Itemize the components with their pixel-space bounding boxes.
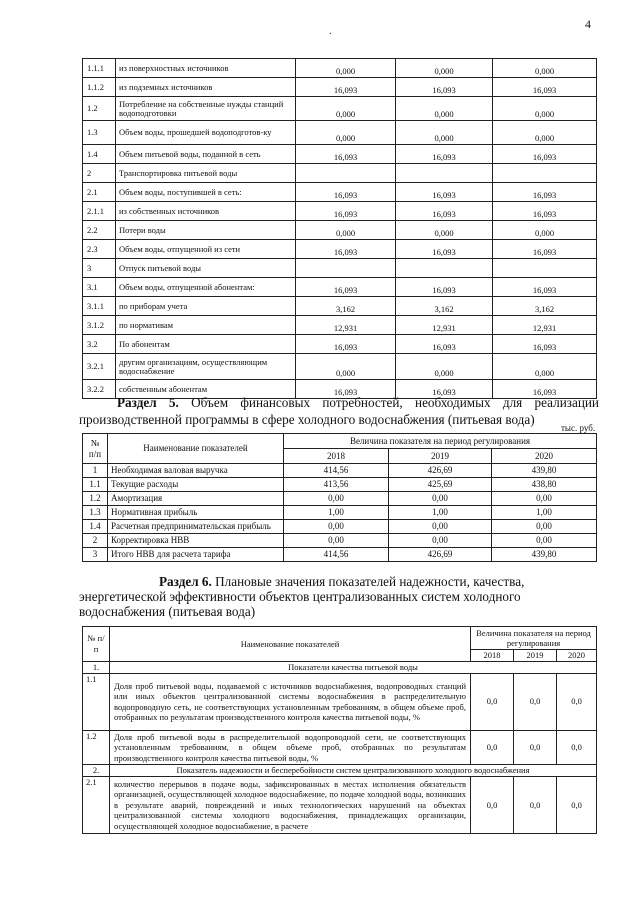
value-2019: 425,69 [389,478,492,492]
quality-indicators-table [82,626,597,834]
value-2018: 16,093 [296,78,396,97]
row-name: из собственных источников [116,202,296,221]
indicator-description: Доля проб питьевой воды в распределительной водопроводной сети, не соответствующих установленным требованиям, в общем объеме проб, отобранных по результатам производственного контроля качества питьевой воды, % [110,730,471,765]
row-number: 3.1.1 [83,297,116,316]
row-number: 1.1 [83,673,110,730]
table-row [83,506,597,520]
page-number: 4 [585,17,591,31]
row-name: из подземных источников [116,78,296,97]
value-2018: 0,00 [284,492,389,506]
row-name: Амортизация [108,492,284,506]
group-title: Показатель надежности и бесперебойности систем централизованного холодного водоснабжения [110,765,597,777]
row-name: Объем воды, поступившей в сеть: [116,183,296,202]
table-row [83,354,597,380]
value-2018: 1,00 [284,506,389,520]
value-2018: 0,000 [296,121,396,145]
row-name: из поверхностных источников [116,59,296,78]
value-2019: 0,000 [396,354,493,380]
value-2019: 0,000 [396,121,493,145]
value-2020: 0,000 [493,221,597,240]
row-name: Нормативная прибыль [108,506,284,520]
value-2020: 439,80 [492,464,597,478]
row-number: 3.2.2 [83,380,116,399]
table-row [83,297,597,316]
value-2018: 0,0 [471,777,514,834]
financial-needs-table [82,433,597,562]
water-volume-table [82,58,597,399]
value-2018: 16,093 [296,145,396,164]
value-2018: 0,000 [296,59,396,78]
group-title: Показатели качества питьевой воды [110,661,597,673]
row-name: По абонентам [116,335,296,354]
value-2020: 16,093 [493,145,597,164]
value-2020 [493,164,597,183]
column-header-year: 2019 [389,449,492,464]
row-number: 2.1 [83,777,110,834]
section6-title: Плановые значения показателей надежности, качества, энергетической эффективности объектов централизованных систем холодного водоснабжения (питьевая вода) [79,574,525,619]
value-2020: 0,000 [493,59,597,78]
table-row [83,464,597,478]
value-2019: 16,093 [396,183,493,202]
value-2020: 0,00 [492,520,597,534]
value-2020: 438,80 [492,478,597,492]
table-row [83,78,597,97]
table-header-row [83,434,597,449]
value-2019: 0,000 [396,97,493,121]
section6-heading [79,574,599,619]
group-number: 2. [83,765,110,777]
row-name: Расчетная предпринимательская прибыль [108,520,284,534]
value-2019: 16,093 [396,202,493,221]
table-row [83,202,597,221]
row-number: 1.3 [83,506,108,520]
value-2018: 16,093 [296,202,396,221]
table-row [83,240,597,259]
value-2019: 16,093 [396,335,493,354]
row-number: 3 [83,548,108,562]
value-2020: 0,000 [493,97,597,121]
value-2018 [296,259,396,278]
value-2019: 16,093 [396,78,493,97]
value-2018: 3,162 [296,297,396,316]
indicator-description: количество перерывов в подаче воды, зафиксированных в местах исполнения обязательств организацией, осуществляющей холодное водоснабжение, по подаче холодной воды, возникших в результате аварий, повреждений и иных технологических нарушений на объектах централизованной системы холодного водоснабжения, принадлежащих организации, осуществляющей холодное водоснабжение, в расчете [110,777,471,834]
section5-title: Объем финансовых потребностей, необходимых для реализации производственной программы в сфере холодного водоснабжения (питьевая вода) [79,395,599,427]
row-name: Объем питьевой воды, поданной в сеть [116,145,296,164]
value-2020: 0,000 [493,121,597,145]
column-header-no: № п/п [83,434,108,464]
table-row [83,121,597,145]
table-header-row [83,627,597,650]
table-row [83,520,597,534]
value-2018: 0,000 [296,221,396,240]
page-mark: . [329,26,332,37]
value-2019: 0,0 [514,730,557,765]
table-row [83,492,597,506]
value-2019: 0,000 [396,221,493,240]
value-2019 [396,259,493,278]
row-name: Потребление на собственные нужды станций водоподготовки [116,97,296,121]
value-2018: 0,00 [284,534,389,548]
value-2020: 0,0 [557,777,597,834]
value-2019: 0,00 [389,520,492,534]
column-header-year: 2019 [514,650,557,662]
row-number: 3.2 [83,335,116,354]
value-2020: 439,80 [492,548,597,562]
row-number: 1.4 [83,145,116,164]
value-2020: 0,0 [557,673,597,730]
indicator-description: Доля проб питьевой воды, подаваемой с источников водоснабжения, водопроводных станций или иных объектов централизованной системы водоснабжения в распределительную водопроводную сеть, не соответствующих установленным требованиям, в общем объеме проб, отобранных по результатам производственного контроля качества питьевой воды, % [110,673,471,730]
table-row [83,335,597,354]
row-number: 1.1 [83,478,108,492]
value-2020: 12,931 [493,316,597,335]
table-row [83,145,597,164]
value-2018: 0,0 [471,730,514,765]
value-2018: 414,56 [284,548,389,562]
value-2018: 413,56 [284,478,389,492]
row-number: 1.3 [83,121,116,145]
value-2019: 1,00 [389,506,492,520]
row-number: 3.2.1 [83,354,116,380]
row-name: Объем воды, прошедшей водоподготов-ку [116,121,296,145]
value-2020: 0,0 [557,730,597,765]
column-header-year: 2018 [471,650,514,662]
value-2020: 16,093 [493,278,597,297]
section5-label: Раздел 5. [117,395,179,410]
value-2019: 0,00 [389,492,492,506]
table-row [83,221,597,240]
value-2018: 16,093 [296,278,396,297]
row-name: Потери воды [116,221,296,240]
row-number: 2.1 [83,183,116,202]
row-number: 1.2 [83,492,108,506]
column-header-name: Наименование показателей [108,434,284,464]
value-2020: 1,00 [492,506,597,520]
value-2019: 0,000 [396,59,493,78]
value-2019: 16,093 [396,380,493,399]
table-row [83,478,597,492]
table-row [83,278,597,297]
row-number: 2.3 [83,240,116,259]
section5-heading [79,394,599,428]
value-2020: 0,00 [492,534,597,548]
value-2020: 16,093 [493,240,597,259]
row-name: Объем воды, отпущенной из сети [116,240,296,259]
row-number: 1.2 [83,730,110,765]
row-number: 2 [83,164,116,183]
value-2018: 16,093 [296,183,396,202]
value-2020: 0,000 [493,354,597,380]
table-row [83,548,597,562]
row-name: собственным абонентам [116,380,296,399]
row-number: 2.2 [83,221,116,240]
row-name: Итого НВВ для расчета тарифа [108,548,284,562]
row-name: по приборам учета [116,297,296,316]
row-name: Корректировка НВВ [108,534,284,548]
value-2020 [493,259,597,278]
value-2019 [396,164,493,183]
table-row [83,730,597,765]
value-2019: 0,00 [389,534,492,548]
row-name: Текущие расходы [108,478,284,492]
value-2018: 0,000 [296,97,396,121]
table-row [83,673,597,730]
value-2018: 0,00 [284,520,389,534]
section5-units: тыс. руб. [561,423,596,433]
value-2020: 16,093 [493,78,597,97]
table-row [83,183,597,202]
value-2020: 16,093 [493,183,597,202]
row-name: по нормативам [116,316,296,335]
table-row [83,316,597,335]
column-header-no: № п/п [83,627,110,662]
table-row [83,97,597,121]
value-2019: 3,162 [396,297,493,316]
value-2019: 0,0 [514,777,557,834]
value-2018: 16,093 [296,380,396,399]
value-2020: 16,093 [493,380,597,399]
value-2019: 16,093 [396,145,493,164]
value-2018: 16,093 [296,240,396,259]
value-2020: 16,093 [493,202,597,221]
row-number: 3.1 [83,278,116,297]
row-number: 1.2 [83,97,116,121]
row-number: 1 [83,464,108,478]
row-number: 3.1.2 [83,316,116,335]
row-name: Отпуск питьевой воды [116,259,296,278]
row-name: Объем воды, отпущенной абонентам: [116,278,296,297]
column-header-name: Наименование показателей [110,627,471,662]
value-2019: 426,69 [389,464,492,478]
row-number: 2 [83,534,108,548]
column-header-period: Величина показателя на период регулирования [471,627,597,650]
row-number: 1.1.2 [83,78,116,97]
section6-label: Раздел 6. [159,574,212,589]
value-2019: 0,0 [514,673,557,730]
group-number: 1. [83,661,110,673]
column-header-period: Величина показателя на период регулирования [284,434,597,449]
value-2019: 16,093 [396,278,493,297]
row-number: 3 [83,259,116,278]
table-row [83,534,597,548]
value-2018: 16,093 [296,335,396,354]
value-2019: 426,69 [389,548,492,562]
value-2019: 16,093 [396,240,493,259]
row-name: Необходимая валовая выручка [108,464,284,478]
value-2018: 0,000 [296,354,396,380]
table-row [83,164,597,183]
value-2020: 3,162 [493,297,597,316]
column-header-year: 2020 [492,449,597,464]
table-row [83,59,597,78]
value-2018: 414,56 [284,464,389,478]
column-header-year: 2018 [284,449,389,464]
table-row [83,259,597,278]
value-2020: 0,00 [492,492,597,506]
column-header-year: 2020 [557,650,597,662]
row-number: 1.4 [83,520,108,534]
value-2018 [296,164,396,183]
value-2019: 12,931 [396,316,493,335]
value-2020: 16,093 [493,335,597,354]
value-2018: 0,0 [471,673,514,730]
group-row [83,661,597,673]
table-row [83,777,597,834]
row-name: Транспортировка питьевой воды [116,164,296,183]
group-row [83,765,597,777]
row-number: 1.1.1 [83,59,116,78]
value-2018: 12,931 [296,316,396,335]
row-number: 2.1.1 [83,202,116,221]
row-name: другим организациям, осуществляющим водоснабжение [116,354,296,380]
